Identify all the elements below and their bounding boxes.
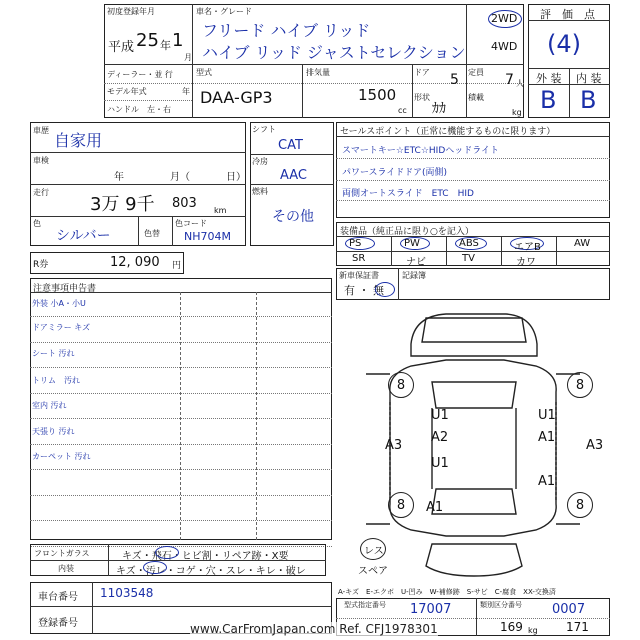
notes-ruling — [30, 316, 332, 317]
model-code-value: 17007 — [410, 602, 452, 617]
class-code-value: 0007 — [552, 602, 586, 617]
damage-mark: U1 — [538, 408, 556, 423]
glass-label: フロントガラス — [34, 549, 90, 558]
recycle-box — [30, 252, 184, 274]
divider — [92, 582, 93, 634]
usage-value: 自家用 — [54, 131, 103, 150]
notes-ruling — [30, 520, 332, 521]
int-label: 内 装 — [576, 72, 602, 85]
wheel-front-right: 8 — [567, 372, 593, 398]
note-item: ドアミラー キズ — [32, 323, 91, 332]
recycle-unit: 円 — [172, 261, 182, 271]
equip-leather: カワ — [516, 257, 536, 268]
divider — [250, 154, 334, 155]
model-value: DAA-GP3 — [200, 88, 273, 107]
interior-label: 内装 — [58, 564, 74, 573]
displacement-unit: cc — [398, 106, 407, 115]
warranty-value: 有 ・ 無 — [344, 284, 384, 297]
record-label: 記録簿 — [402, 271, 426, 280]
reg-month: 1 — [172, 30, 184, 51]
model-year-unit: 年 — [182, 87, 190, 96]
damage-legend: A-キズ E-エクボ U-凹み W-補修跡 S-サビ C-腐食 XX-交換済 — [338, 588, 556, 596]
notes-ruling — [30, 367, 332, 368]
door-value: 5 — [450, 72, 459, 88]
sales-point-item: スマートキー☆ETC☆HIDヘッドライト — [342, 146, 499, 156]
recycle-label: R券 — [33, 260, 49, 270]
score-label: 評 価 点 — [540, 8, 595, 21]
damage-mark: A2 — [431, 430, 449, 445]
equip-navi: ナビ — [406, 257, 426, 268]
notes-ruling — [30, 342, 332, 343]
drive-2wd: 2WD — [491, 12, 518, 25]
color-code-label: 色コード — [175, 219, 207, 228]
divider — [501, 236, 502, 266]
damage-mark: A3 — [385, 438, 403, 453]
damage-mark: U1 — [431, 408, 449, 423]
fuel-label: 燃料 — [252, 187, 268, 196]
ext-value: B — [540, 86, 557, 114]
door-label: ドア — [414, 68, 430, 77]
notes-ruling — [30, 418, 332, 419]
note-item: 室内 汚れ — [32, 401, 67, 410]
divider — [336, 200, 610, 201]
mileage-value: 3万 9千 — [90, 194, 155, 215]
weight-2: 171 — [566, 620, 589, 634]
car-name-line2: ハイブ リッド ジャストセレクション — [202, 43, 466, 62]
equip-abs: ABS — [459, 238, 479, 249]
divider — [336, 158, 610, 159]
car-name-label: 車名・グレード — [196, 7, 252, 16]
sales-points-label: セールスポイント（正常に機能するものに限ります） — [340, 127, 556, 137]
class-code-label: 類別区分番号 — [480, 601, 522, 609]
equipment-label: 装備品（純正品に限り○を記入） — [340, 227, 474, 237]
inspection-year: 年 — [114, 172, 124, 183]
divider — [446, 236, 447, 266]
divider — [30, 152, 246, 153]
interior-circle — [143, 561, 167, 574]
divider — [336, 251, 610, 252]
load-label: 積載 — [468, 93, 484, 102]
car-name-line1: フリード ハイブ リッド — [202, 21, 371, 40]
frame-value: 1103548 — [100, 586, 154, 600]
divider — [302, 64, 303, 118]
wheel-front-left: 8 — [388, 372, 414, 398]
divider — [528, 20, 610, 21]
weight-unit: kg — [528, 626, 538, 635]
shape-label: 形状 — [414, 93, 430, 102]
load-unit: kg — [512, 108, 522, 117]
damage-mark: A1 — [538, 430, 556, 445]
equip-pw: PW — [404, 238, 420, 249]
capacity-value: 7 — [505, 72, 514, 88]
divider — [104, 64, 524, 65]
month-unit: 月 — [184, 53, 192, 62]
fuel-value: その他 — [272, 209, 314, 225]
drive-4wd: 4WD — [491, 40, 518, 53]
warranty-label: 新車保証書 — [339, 271, 379, 280]
notes-ruling — [30, 393, 332, 394]
score-value: (4) — [547, 30, 581, 58]
note-item: 天張り 汚れ — [32, 427, 75, 436]
weight-1: 169 — [500, 620, 523, 634]
divider — [569, 68, 570, 118]
model-year-label: モデル年式 — [107, 87, 147, 96]
divider — [391, 236, 392, 266]
divider — [466, 64, 467, 118]
divider — [192, 4, 193, 64]
damage-mark: A1 — [426, 500, 444, 515]
warranty-circle — [375, 282, 395, 297]
color-value: シルバー — [56, 228, 111, 244]
shape-value: ｶｶ — [432, 101, 446, 117]
notes-label: 注意事項申告書 — [33, 284, 97, 294]
divider — [528, 84, 610, 85]
divider — [556, 236, 557, 266]
shift-value: CAT — [278, 138, 303, 153]
divider — [138, 216, 139, 246]
divider — [180, 292, 181, 540]
divider — [336, 180, 610, 181]
divider — [104, 100, 192, 101]
glass-circle — [155, 546, 179, 559]
note-item: カーペット 汚れ — [32, 452, 91, 461]
displacement-label: 排気量 — [306, 68, 330, 77]
ac-label: 冷房 — [252, 157, 268, 166]
reg-year: 25 — [136, 30, 159, 51]
inspection-month: 月（ — [170, 172, 190, 183]
usage-label: 車歴 — [33, 126, 49, 135]
divider — [172, 216, 173, 246]
divider — [30, 292, 332, 293]
divider — [30, 184, 246, 185]
watermark: www.CarFromJapan.com Ref. CFJ1978301 — [190, 622, 438, 636]
divider — [476, 598, 477, 636]
damage-mark: A3 — [586, 438, 604, 453]
divider — [256, 292, 257, 540]
glass-options: キズ・飛石・ヒビ割・リペア跡・X要 — [122, 551, 289, 562]
era: 平成 — [108, 40, 135, 55]
dealer-label: ディーラー・並 行 — [107, 70, 173, 79]
equip-airbag: エアB — [514, 242, 541, 253]
divider — [412, 64, 413, 118]
notes-ruling — [30, 444, 332, 445]
damage-mark: U1 — [431, 456, 449, 471]
inspection-label: 車検 — [33, 156, 49, 165]
notes-ruling — [30, 495, 332, 496]
registration-label: 登録番号 — [38, 618, 78, 629]
divider — [466, 4, 467, 64]
capacity-label: 定員 — [468, 68, 484, 77]
frame-label: 車台番号 — [38, 592, 78, 603]
mileage-extra: 803 — [172, 196, 197, 211]
divider — [250, 184, 334, 185]
color-change-label: 色替 — [144, 229, 160, 238]
equip-aw: AW — [574, 238, 591, 249]
wheel-rear-right: 8 — [567, 492, 593, 518]
model-code-label: 型式指定番号 — [344, 601, 386, 609]
note-item: トリム 汚れ — [32, 376, 80, 385]
equip-sr: SR — [352, 253, 366, 264]
mileage-label: 走行 — [33, 188, 49, 197]
equip-ps: PS — [349, 238, 362, 249]
notes-ruling — [30, 469, 332, 470]
color-code-value: NH704M — [184, 230, 231, 243]
ac-value: AAC — [280, 168, 307, 183]
spare-label: スペア — [358, 566, 388, 577]
sales-point-item: 両側オートスライド ETC HID — [342, 189, 474, 199]
recycle-value: 12, 090 — [110, 255, 160, 270]
divider — [336, 618, 610, 619]
inspection-day: 日） — [226, 172, 246, 183]
ext-label: 外 装 — [536, 72, 562, 85]
mileage-unit: km — [214, 206, 227, 215]
sales-point-item: パワースライドドア(両側) — [342, 168, 448, 178]
damage-mark: A1 — [538, 474, 556, 489]
divider — [30, 606, 332, 607]
note-item: 外装 小A・小U — [32, 299, 86, 308]
divider — [192, 64, 193, 118]
displacement-value: 1500 — [358, 86, 397, 104]
capacity-unit: 人 — [516, 79, 524, 88]
divider — [104, 83, 524, 84]
spare-circle-text: レス — [364, 546, 384, 557]
model-label: 型式 — [196, 68, 212, 77]
divider — [336, 136, 610, 137]
interior-options: キズ・汚レ・コゲ・穴・スレ・キレ・破レ — [116, 566, 306, 577]
wheel-rear-left: 8 — [388, 492, 414, 518]
color-label: 色 — [33, 219, 41, 228]
divider — [108, 544, 109, 576]
int-value: B — [580, 86, 597, 114]
note-item: シート 汚れ — [32, 349, 75, 358]
notes-box — [30, 278, 332, 540]
shift-label: シフト — [252, 125, 276, 134]
equip-tv: TV — [462, 253, 475, 264]
divider — [398, 268, 399, 300]
first-reg-label: 初度登録年月 — [107, 7, 155, 16]
handle-label: ハンドル 左・右 — [107, 105, 171, 114]
